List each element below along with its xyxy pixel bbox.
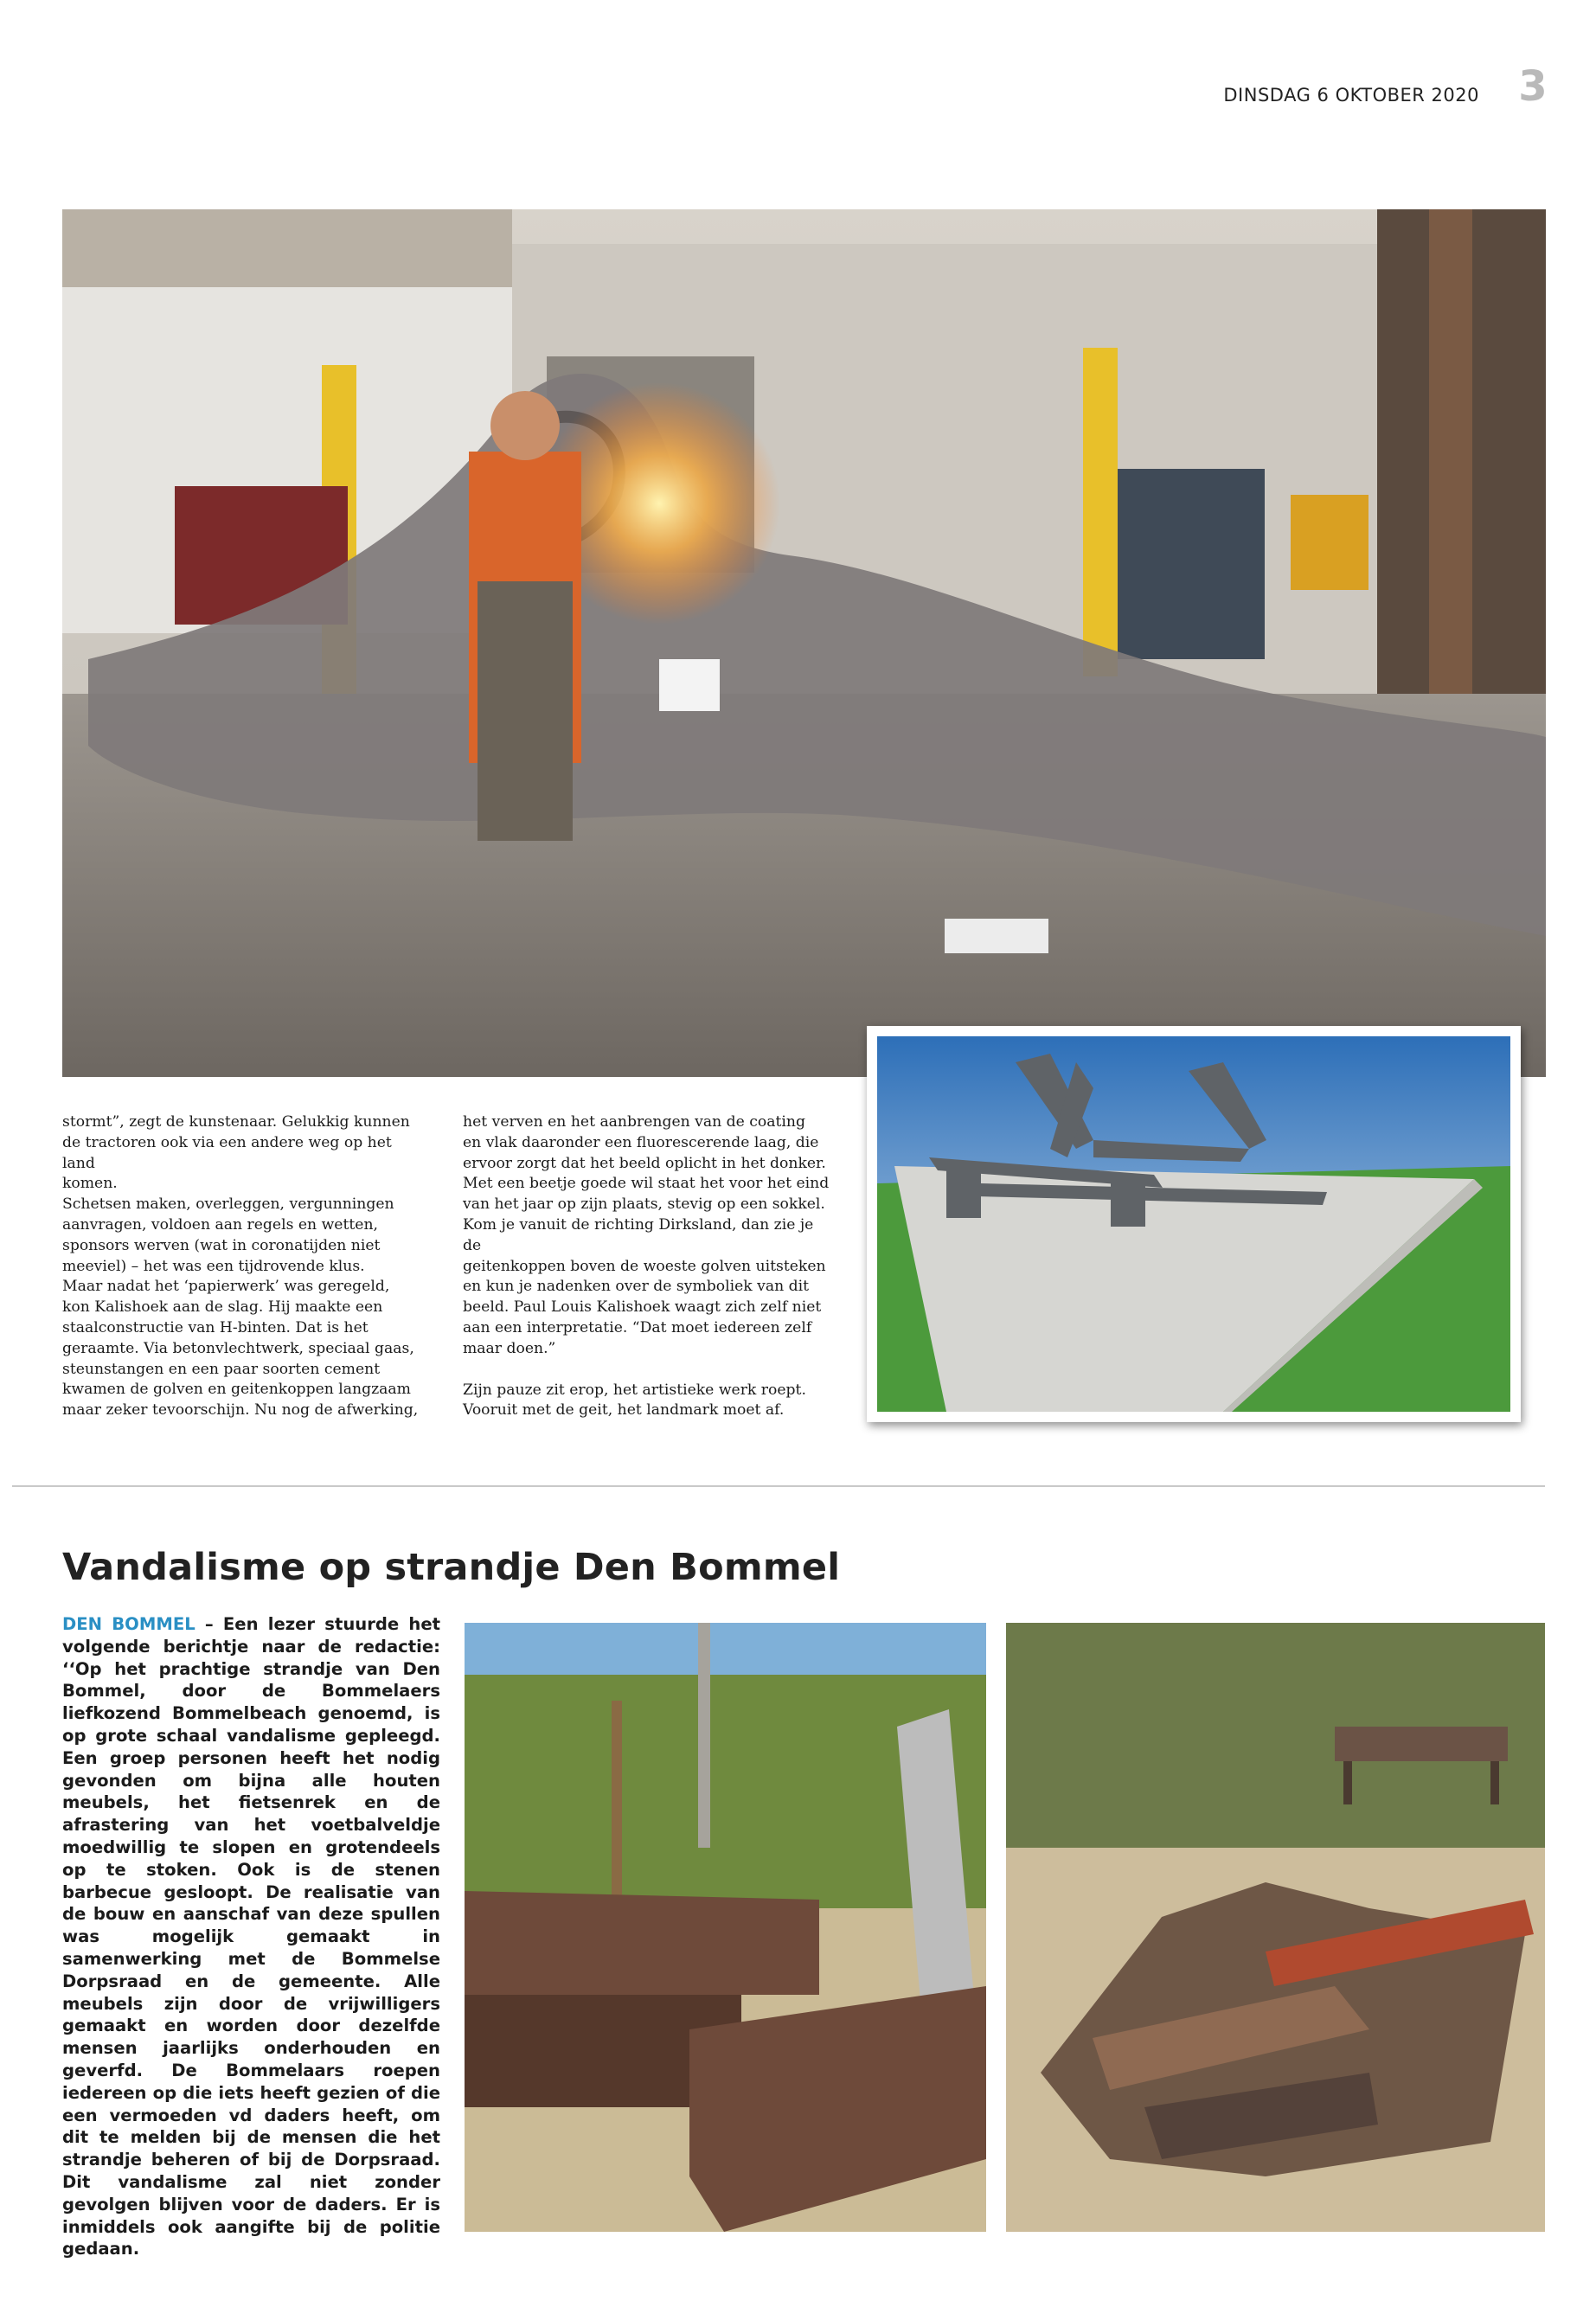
text-line: ervoor zorgt dat het beeld oplicht in het donker.: [463, 1154, 826, 1172]
text-line: Schetsen maken, overleggen, vergunningen: [62, 1195, 394, 1214]
text-line: Kom je vanuit de richting Dirksland, dan zie je de: [463, 1215, 814, 1254]
text-line: Zijn pauze zit erop, het artistieke werk roept.: [463, 1381, 806, 1399]
article-body-text: – Een lezer stuurde het volgende berichtje naar de redactie: ‘‘Op het prachtige strandje van Den Bommel, door de Bommelaers liefkozend Bommelbeach genoemd, is op grote schaal vandalisme gepleegd. Een groep personen heeft het nodig gevonden om bijna alle houten meubels, het fietsenrek en de afrastering van het voetbalveldje moedwillig te slopen en grotendeels op te stoken. Ook is de stenen barbecue gesloopt. De realisatie van de bouw en aanschaf van deze spullen was mogelijk gemaakt in samenwerking met de Bommelse Dorpsraad en de gemeente. Alle meubels zijn door de vrijwilligers gemaakt en worden door dezelfde mensen jaarlijks onderhouden en geverfd. De Bommelaars roepen iedereen op die iets heeft gezien of die een vermoeden vd daders heeft, om dit te melden bij de mensen die het strandje beheren of bij de Dorpsraad. Dit vandalisme zal niet zonder gevolgen blijven voor de daders. Er is inmiddels ook aangifte bij de politie gedaan.: [62, 1614, 441, 2259]
section-divider: [12, 1485, 1545, 1487]
text-line: komen.: [62, 1175, 118, 1193]
workshop-photo: [62, 209, 1546, 1077]
text-line: staalconstructie van H-binten. Dat is het: [62, 1318, 369, 1336]
page-date: DINSDAG 6 OKTOBER 2020: [1223, 85, 1479, 106]
text-line: aan een interpretatie. “Dat moet iedereen zelf: [463, 1318, 812, 1336]
text-line: maar zeker tevoorschijn. Nu nog de afwerking,: [62, 1401, 419, 1420]
steel-frame-render: [867, 1026, 1521, 1422]
text-line: stormt”, zegt de kunstenaar. Gelukkig kunnen: [62, 1113, 410, 1131]
text-line: geraamte. Via betonvlechtwerk, speciaal gaas,: [62, 1339, 414, 1357]
article-body: [62, 1613, 440, 2260]
text-line: geitenkoppen boven de woeste golven uitsteken: [463, 1257, 826, 1275]
text-line: en kun je nadenken over de symboliek van dit: [463, 1278, 810, 1296]
render-image: [877, 1036, 1510, 1412]
text-line: en vlak daaronder een fluorescerende laag, die: [463, 1133, 819, 1151]
text-line: kwamen de golven en geitenkoppen langzaam: [62, 1381, 411, 1399]
text-line: maar doen.”: [463, 1339, 556, 1357]
text-line: kon Kalishoek aan de slag. Hij maakte een: [62, 1298, 383, 1317]
text-line: beeld. Paul Louis Kalishoek waagt zich zelf niet: [463, 1298, 822, 1317]
text-line: het verven en het aanbrengen van de coating: [463, 1113, 805, 1131]
text-line: sponsors werven (wat in coronatijden niet: [62, 1236, 381, 1254]
text-line: Vooruit met de geit, het landmark moet af.: [463, 1401, 785, 1420]
text-line: de tractoren ook via een andere weg op het land: [62, 1133, 392, 1172]
text-line: aanvragen, voldoen aan regels en wetten,: [62, 1215, 378, 1234]
article-headline: Vandalisme op strandje Den Bommel: [62, 1546, 841, 1589]
page-number: 3: [1518, 62, 1548, 111]
text-line: steunstangen en een paar soorten cement: [62, 1360, 381, 1378]
article-column-left: [62, 1112, 419, 1421]
picnic-table-photo: [465, 1623, 986, 2232]
text-line: van het jaar op zijn plaats, stevig op een sokkel.: [463, 1195, 825, 1214]
burnt-debris-photo: [1006, 1623, 1545, 2232]
article-dateline: DEN BOMMEL: [62, 1614, 195, 1634]
text-line: Maar nadat het ‘papierwerk’ was geregeld,: [62, 1278, 390, 1296]
text-line: meeviel) – het was een tijdrovende klus.: [62, 1257, 365, 1275]
article-column-right: [463, 1112, 833, 1421]
text-line: Met een beetje goede wil staat het voor het eind: [463, 1175, 830, 1193]
